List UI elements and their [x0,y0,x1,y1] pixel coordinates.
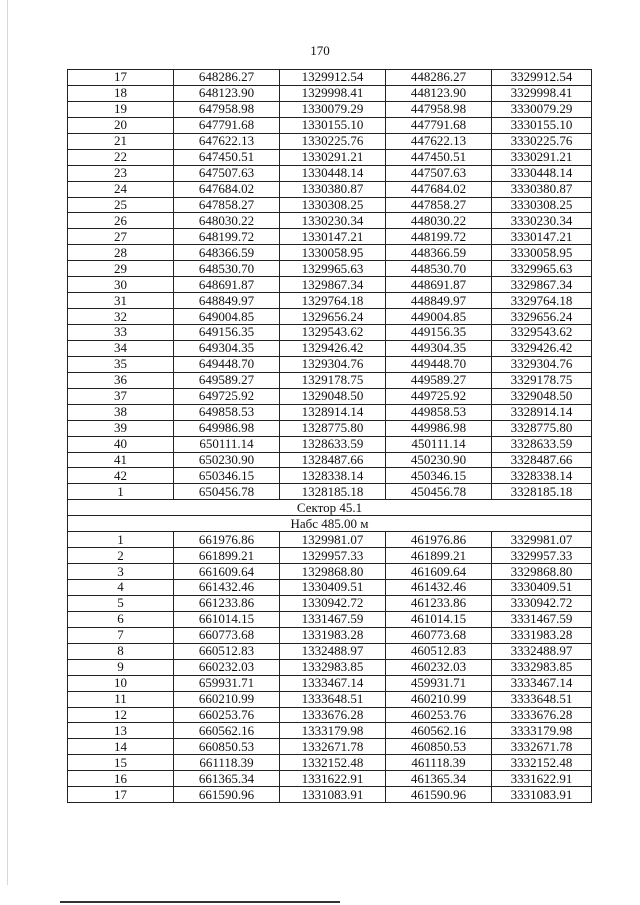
point-number-cell: 16 [68,771,174,787]
x-local-cell: 448286.27 [386,70,492,86]
table-row [68,436,592,452]
x-msk-cell: 660210.99 [174,691,280,707]
x-local-cell: 461365.34 [386,771,492,787]
y-local-cell: 3328633.59 [492,436,592,452]
x-msk-cell: 659931.71 [174,675,280,691]
table-row [68,372,592,388]
x-msk-cell: 660232.03 [174,659,280,675]
x-msk-cell: 649858.53 [174,404,280,420]
y-msk-cell: 1333467.14 [280,675,386,691]
y-local-cell: 3330230.34 [492,213,592,229]
y-msk-cell: 1328185.18 [280,484,386,500]
table-body-part1 [68,70,592,500]
x-local-cell: 450456.78 [386,484,492,500]
table-row [68,595,592,611]
y-local-cell: 3329868.80 [492,564,592,580]
y-msk-cell: 1329178.75 [280,372,386,388]
x-local-cell: 448030.22 [386,213,492,229]
table-row [68,70,592,86]
table-row [68,659,592,675]
x-msk-cell: 661609.64 [174,564,280,580]
y-local-cell: 3330448.14 [492,165,592,181]
point-number-cell: 32 [68,309,174,325]
y-msk-cell: 1330225.76 [280,133,386,149]
point-number-cell: 30 [68,277,174,293]
y-local-cell: 3329048.50 [492,388,592,404]
x-msk-cell: 648286.27 [174,70,280,86]
y-msk-cell: 1333676.28 [280,707,386,723]
y-local-cell: 3330058.95 [492,245,592,261]
x-local-cell: 460562.16 [386,723,492,739]
sector-header [68,500,592,532]
y-local-cell: 3331983.28 [492,627,592,643]
table-body-part2 [68,532,592,803]
y-msk-cell: 1329426.42 [280,340,386,356]
x-local-cell: 448849.97 [386,293,492,309]
point-number-cell: 12 [68,707,174,723]
x-msk-cell: 660512.83 [174,643,280,659]
point-number-cell: 7 [68,627,174,643]
y-local-cell: 3329543.62 [492,325,592,341]
x-msk-cell: 661590.96 [174,787,280,803]
x-msk-cell: 661014.15 [174,611,280,627]
x-local-cell: 447791.68 [386,117,492,133]
table-row [68,452,592,468]
sector-height: Набс 485.00 м [68,516,592,532]
table-row [68,309,592,325]
x-msk-cell: 660253.76 [174,707,280,723]
point-number-cell: 11 [68,691,174,707]
x-msk-cell: 661233.86 [174,595,280,611]
y-msk-cell: 1328775.80 [280,420,386,436]
x-local-cell: 448530.70 [386,261,492,277]
y-msk-cell: 1332488.97 [280,643,386,659]
y-local-cell: 3333676.28 [492,707,592,723]
x-msk-cell: 647791.68 [174,117,280,133]
y-local-cell: 3328487.66 [492,452,592,468]
table-row [68,181,592,197]
x-msk-cell: 648849.97 [174,293,280,309]
y-local-cell: 3328775.80 [492,420,592,436]
table-row [68,627,592,643]
x-local-cell: 461432.46 [386,580,492,596]
y-local-cell: 3329912.54 [492,70,592,86]
point-number-cell: 26 [68,213,174,229]
y-local-cell: 3331083.91 [492,787,592,803]
x-local-cell: 449448.70 [386,356,492,372]
y-msk-cell: 1329867.34 [280,277,386,293]
y-local-cell: 3331622.91 [492,771,592,787]
table-row [68,356,592,372]
point-number-cell: 40 [68,436,174,452]
x-msk-cell: 660773.68 [174,627,280,643]
table-row [68,532,592,548]
table-row [68,149,592,165]
point-number-cell: 19 [68,101,174,117]
x-msk-cell: 649004.85 [174,309,280,325]
table-row [68,101,592,117]
y-local-cell: 3329764.18 [492,293,592,309]
x-local-cell: 461014.15 [386,611,492,627]
point-number-cell: 23 [68,165,174,181]
y-local-cell: 3329965.63 [492,261,592,277]
x-local-cell: 461609.64 [386,564,492,580]
y-msk-cell: 1330147.21 [280,229,386,245]
table-row [68,468,592,484]
point-number-cell: 29 [68,261,174,277]
x-local-cell: 450111.14 [386,436,492,452]
table-row [68,85,592,101]
table-row [68,643,592,659]
x-local-cell: 449725.92 [386,388,492,404]
y-local-cell: 3333467.14 [492,675,592,691]
table-row [68,117,592,133]
y-local-cell: 3329426.42 [492,340,592,356]
x-local-cell: 447858.27 [386,197,492,213]
x-local-cell: 447958.98 [386,101,492,117]
x-msk-cell: 649448.70 [174,356,280,372]
table-row [68,564,592,580]
point-number-cell: 39 [68,420,174,436]
x-local-cell: 461118.39 [386,755,492,771]
x-local-cell: 460850.53 [386,739,492,755]
x-msk-cell: 649986.98 [174,420,280,436]
y-local-cell: 3332983.85 [492,659,592,675]
y-local-cell: 3329998.41 [492,85,592,101]
point-number-cell: 25 [68,197,174,213]
table-row [68,771,592,787]
footer-rule [60,901,340,903]
x-msk-cell: 660562.16 [174,723,280,739]
y-msk-cell: 1329764.18 [280,293,386,309]
table-row [68,133,592,149]
x-local-cell: 450346.15 [386,468,492,484]
page-edge [7,0,8,885]
y-msk-cell: 1331622.91 [280,771,386,787]
table-row [68,197,592,213]
x-local-cell: 460253.76 [386,707,492,723]
x-msk-cell: 650456.78 [174,484,280,500]
y-msk-cell: 1331467.59 [280,611,386,627]
x-local-cell: 450230.90 [386,452,492,468]
x-msk-cell: 649725.92 [174,388,280,404]
table-row [68,325,592,341]
table-row [68,245,592,261]
point-number-cell: 10 [68,675,174,691]
y-local-cell: 3333179.98 [492,723,592,739]
point-number-cell: 2 [68,548,174,564]
point-number-cell: 8 [68,643,174,659]
y-local-cell: 3330147.21 [492,229,592,245]
table-row [68,420,592,436]
y-local-cell: 3329957.33 [492,548,592,564]
point-number-cell: 37 [68,388,174,404]
table-row [68,165,592,181]
y-local-cell: 3330409.51 [492,580,592,596]
y-msk-cell: 1332152.48 [280,755,386,771]
table-row [68,340,592,356]
y-msk-cell: 1330308.25 [280,197,386,213]
table-row [68,675,592,691]
point-number-cell: 22 [68,149,174,165]
y-msk-cell: 1330230.34 [280,213,386,229]
table-row [68,388,592,404]
x-msk-cell: 648199.72 [174,229,280,245]
table-row [68,277,592,293]
x-msk-cell: 649156.35 [174,325,280,341]
point-number-cell: 38 [68,404,174,420]
point-number-cell: 20 [68,117,174,133]
point-number-cell: 21 [68,133,174,149]
x-msk-cell: 647958.98 [174,101,280,117]
y-msk-cell: 1328487.66 [280,452,386,468]
x-local-cell: 461899.21 [386,548,492,564]
x-local-cell: 461976.86 [386,532,492,548]
table-row [68,580,592,596]
point-number-cell: 13 [68,723,174,739]
y-msk-cell: 1330291.21 [280,149,386,165]
x-msk-cell: 648691.87 [174,277,280,293]
x-local-cell: 460210.99 [386,691,492,707]
y-local-cell: 3329304.76 [492,356,592,372]
table-row [68,404,592,420]
point-number-cell: 41 [68,452,174,468]
y-msk-cell: 1330058.95 [280,245,386,261]
x-msk-cell: 649589.27 [174,372,280,388]
x-msk-cell: 650346.15 [174,468,280,484]
y-local-cell: 3330291.21 [492,149,592,165]
x-msk-cell: 648366.59 [174,245,280,261]
y-local-cell: 3330380.87 [492,181,592,197]
x-msk-cell: 661432.46 [174,580,280,596]
point-number-cell: 3 [68,564,174,580]
x-local-cell: 449004.85 [386,309,492,325]
point-number-cell: 9 [68,659,174,675]
x-local-cell: 448199.72 [386,229,492,245]
y-local-cell: 3330308.25 [492,197,592,213]
point-number-cell: 6 [68,611,174,627]
x-local-cell: 449304.35 [386,340,492,356]
y-local-cell: 3331467.59 [492,611,592,627]
sector-title-row [68,500,592,516]
x-local-cell: 448691.87 [386,277,492,293]
y-local-cell: 3329656.24 [492,309,592,325]
table-row [68,611,592,627]
x-local-cell: 449156.35 [386,325,492,341]
y-msk-cell: 1329868.80 [280,564,386,580]
y-local-cell: 3332488.97 [492,643,592,659]
x-msk-cell: 649304.35 [174,340,280,356]
point-number-cell: 17 [68,70,174,86]
y-msk-cell: 1329543.62 [280,325,386,341]
point-number-cell: 42 [68,468,174,484]
x-msk-cell: 648030.22 [174,213,280,229]
point-number-cell: 18 [68,85,174,101]
y-local-cell: 3328914.14 [492,404,592,420]
y-msk-cell: 1331983.28 [280,627,386,643]
point-number-cell: 5 [68,595,174,611]
x-local-cell: 449858.53 [386,404,492,420]
sector-height-row [68,516,592,532]
y-msk-cell: 1330380.87 [280,181,386,197]
table-row [68,213,592,229]
y-local-cell: 3329178.75 [492,372,592,388]
x-local-cell: 447507.63 [386,165,492,181]
point-number-cell: 31 [68,293,174,309]
sector-title: Сектор 45.1 [68,500,592,516]
y-msk-cell: 1330079.29 [280,101,386,117]
point-number-cell: 17 [68,787,174,803]
x-local-cell: 461233.86 [386,595,492,611]
point-number-cell: 28 [68,245,174,261]
x-msk-cell: 647507.63 [174,165,280,181]
y-msk-cell: 1328914.14 [280,404,386,420]
page-number: 170 [310,43,330,58]
y-local-cell: 3330155.10 [492,117,592,133]
point-number-cell: 4 [68,580,174,596]
y-msk-cell: 1332983.85 [280,659,386,675]
x-local-cell: 447450.51 [386,149,492,165]
x-local-cell: 447622.13 [386,133,492,149]
y-local-cell: 3330079.29 [492,101,592,117]
y-local-cell: 3328338.14 [492,468,592,484]
y-msk-cell: 1329912.54 [280,70,386,86]
y-local-cell: 3333648.51 [492,691,592,707]
x-local-cell: 448123.90 [386,85,492,101]
x-msk-cell: 647684.02 [174,181,280,197]
point-number-cell: 1 [68,532,174,548]
y-msk-cell: 1329304.76 [280,356,386,372]
x-msk-cell: 648530.70 [174,261,280,277]
x-msk-cell: 648123.90 [174,85,280,101]
y-local-cell: 3330225.76 [492,133,592,149]
y-msk-cell: 1329981.07 [280,532,386,548]
y-msk-cell: 1329965.63 [280,261,386,277]
y-local-cell: 3332152.48 [492,755,592,771]
x-msk-cell: 660850.53 [174,739,280,755]
point-number-cell: 35 [68,356,174,372]
y-msk-cell: 1333648.51 [280,691,386,707]
point-number-cell: 36 [68,372,174,388]
x-local-cell: 447684.02 [386,181,492,197]
x-local-cell: 461590.96 [386,787,492,803]
x-msk-cell: 650230.90 [174,452,280,468]
table-row [68,261,592,277]
table-row [68,723,592,739]
y-msk-cell: 1330448.14 [280,165,386,181]
table-row [68,755,592,771]
coordinates-table [67,69,592,803]
table-row [68,739,592,755]
y-local-cell: 3329981.07 [492,532,592,548]
y-msk-cell: 1329957.33 [280,548,386,564]
x-msk-cell: 647622.13 [174,133,280,149]
y-msk-cell: 1330942.72 [280,595,386,611]
x-msk-cell: 647858.27 [174,197,280,213]
x-msk-cell: 650111.14 [174,436,280,452]
x-msk-cell: 661365.34 [174,771,280,787]
point-number-cell: 33 [68,325,174,341]
y-msk-cell: 1330155.10 [280,117,386,133]
table-row [68,707,592,723]
point-number-cell: 24 [68,181,174,197]
table-row [68,229,592,245]
point-number-cell: 34 [68,340,174,356]
point-number-cell: 14 [68,739,174,755]
x-msk-cell: 647450.51 [174,149,280,165]
x-local-cell: 460232.03 [386,659,492,675]
x-local-cell: 460773.68 [386,627,492,643]
x-local-cell: 448366.59 [386,245,492,261]
x-local-cell: 460512.83 [386,643,492,659]
table-row [68,548,592,564]
point-number-cell: 15 [68,755,174,771]
table-row [68,691,592,707]
table-row [68,787,592,803]
y-msk-cell: 1331083.91 [280,787,386,803]
x-msk-cell: 661976.86 [174,532,280,548]
y-local-cell: 3329867.34 [492,277,592,293]
y-msk-cell: 1328338.14 [280,468,386,484]
y-msk-cell: 1328633.59 [280,436,386,452]
x-msk-cell: 661118.39 [174,755,280,771]
point-number-cell: 27 [68,229,174,245]
y-msk-cell: 1332671.78 [280,739,386,755]
point-number-cell: 1 [68,484,174,500]
x-local-cell: 449589.27 [386,372,492,388]
x-msk-cell: 661899.21 [174,548,280,564]
y-msk-cell: 1329998.41 [280,85,386,101]
table-row [68,293,592,309]
y-msk-cell: 1333179.98 [280,723,386,739]
y-msk-cell: 1329656.24 [280,309,386,325]
y-local-cell: 3330942.72 [492,595,592,611]
x-local-cell: 449986.98 [386,420,492,436]
y-msk-cell: 1330409.51 [280,580,386,596]
y-local-cell: 3332671.78 [492,739,592,755]
x-local-cell: 459931.71 [386,675,492,691]
y-local-cell: 3328185.18 [492,484,592,500]
table-row [68,484,592,500]
y-msk-cell: 1329048.50 [280,388,386,404]
